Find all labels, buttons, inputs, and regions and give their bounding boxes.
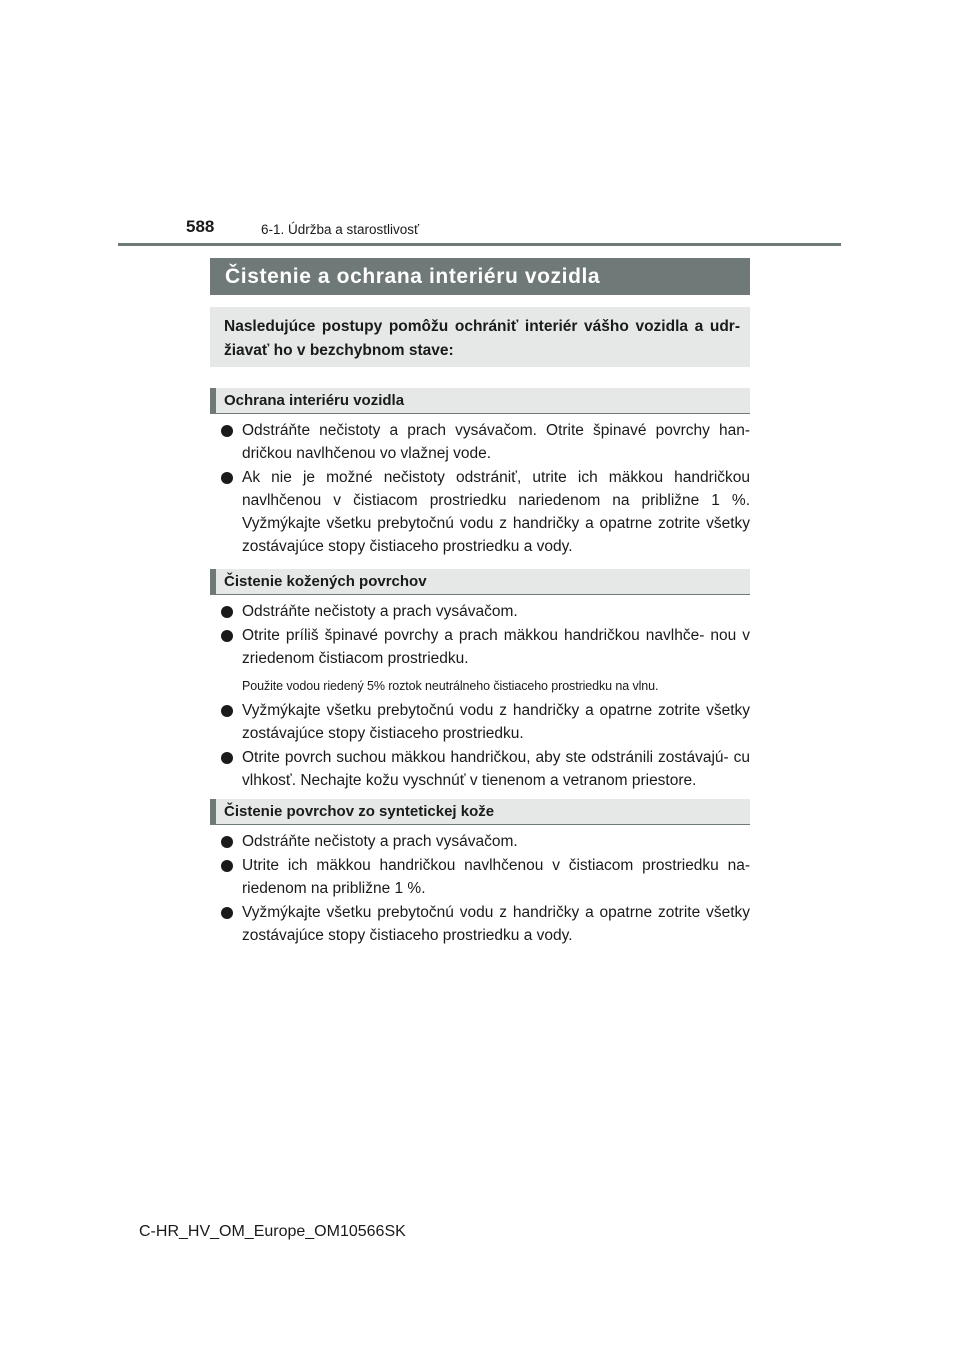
bullet-icon [221,752,233,764]
list-item-text: Odstráňte nečistoty a prach vysávačom. [242,833,518,850]
list-item-text: Odstráňte nečistoty a prach vysávačom. Otrite špinavé povrchy han- dričkou navlhčenou vo vlažnej vode. [242,422,750,462]
bullet-icon [221,705,233,717]
list-item-text: Ak nie je možné nečistoty odstrániť, utrite ich mäkkou handričkou navlhčenou v čistiacom prostriedku nariedenom na približne 1 %. Vyžmýkajte všetku prebytočnú vodu z handričky a opatrne zotrite všetky zostávajúce stopy čistiaceho prostriedku a vody. [242,469,750,555]
list-item-text: Vyžmýkajte všetku prebytočnú vodu z handričky a opatrne zotrite všetky zostávajúce stopy čistiaceho prostriedku. [242,702,750,742]
bullet-icon [221,907,233,919]
chapter-label: 6-1. Údržba a starostlivosť [261,222,420,237]
section-heading-synthetic-leather: Čistenie povrchov zo syntetickej kože [210,799,750,825]
bullet-icon [221,860,233,872]
section-heading-interior-protection: Ochrana interiéru vozidla [210,388,750,414]
list-item-text: Odstráňte nečistoty a prach vysávačom. [242,603,518,620]
list-item [219,419,750,465]
list-item-text: Utrite ich mäkkou handričkou navlhčenou v čistiacom prostriedku na- riedenom na približne 1 %. [242,857,750,897]
section-list-synthetic-leather [219,830,750,948]
bullet-icon [221,472,233,484]
list-item [219,830,750,853]
list-item-text: Vyžmýkajte všetku prebytočnú vodu z handričky a opatrne zotrite všetky zostávajúce stopy čistiaceho prostriedku a vody. [242,904,750,944]
bullet-icon [221,630,233,642]
list-item [219,466,750,558]
page-title: Čistenie a ochrana interiéru vozidla [210,258,750,295]
bullet-icon [221,606,233,618]
list-item [219,746,750,792]
list-item [219,624,750,670]
bullet-icon [221,425,233,437]
list-item [219,600,750,623]
bullet-icon [221,836,233,848]
list-item [219,854,750,900]
list-item-text: Otrite povrch suchou mäkkou handričkou, aby ste odstránili zostávajú- cu vlhkosť. Nechajte kožu vyschnúť v tienenom a vetranom priestore. [242,749,750,789]
section-list-leather-cleaning [219,600,750,793]
intro-text: Nasledujúce postupy pomôžu ochrániť interiér vášho vozidla a udr- žiavať ho v bezchybnom stave: [224,318,740,359]
section-heading-leather-cleaning: Čistenie kožených povrchov [210,569,750,595]
list-item-text: Otrite príliš špinavé povrchy a prach mäkkou handričkou navlhče- nou v zriedenom čistiacom prostriedku. [242,627,750,667]
page-number: 588 [186,217,215,236]
document-code: C-HR_HV_OM_Europe_OM10566SK [139,1223,406,1240]
header-divider [118,243,841,246]
list-item [219,901,750,947]
intro-panel [210,307,750,367]
note-text: Použite vodou riedený 5% roztok neutrálneho čistiaceho prostriedku na vlnu. [242,679,659,693]
list-item [219,699,750,745]
section-list-interior-protection [219,419,750,559]
